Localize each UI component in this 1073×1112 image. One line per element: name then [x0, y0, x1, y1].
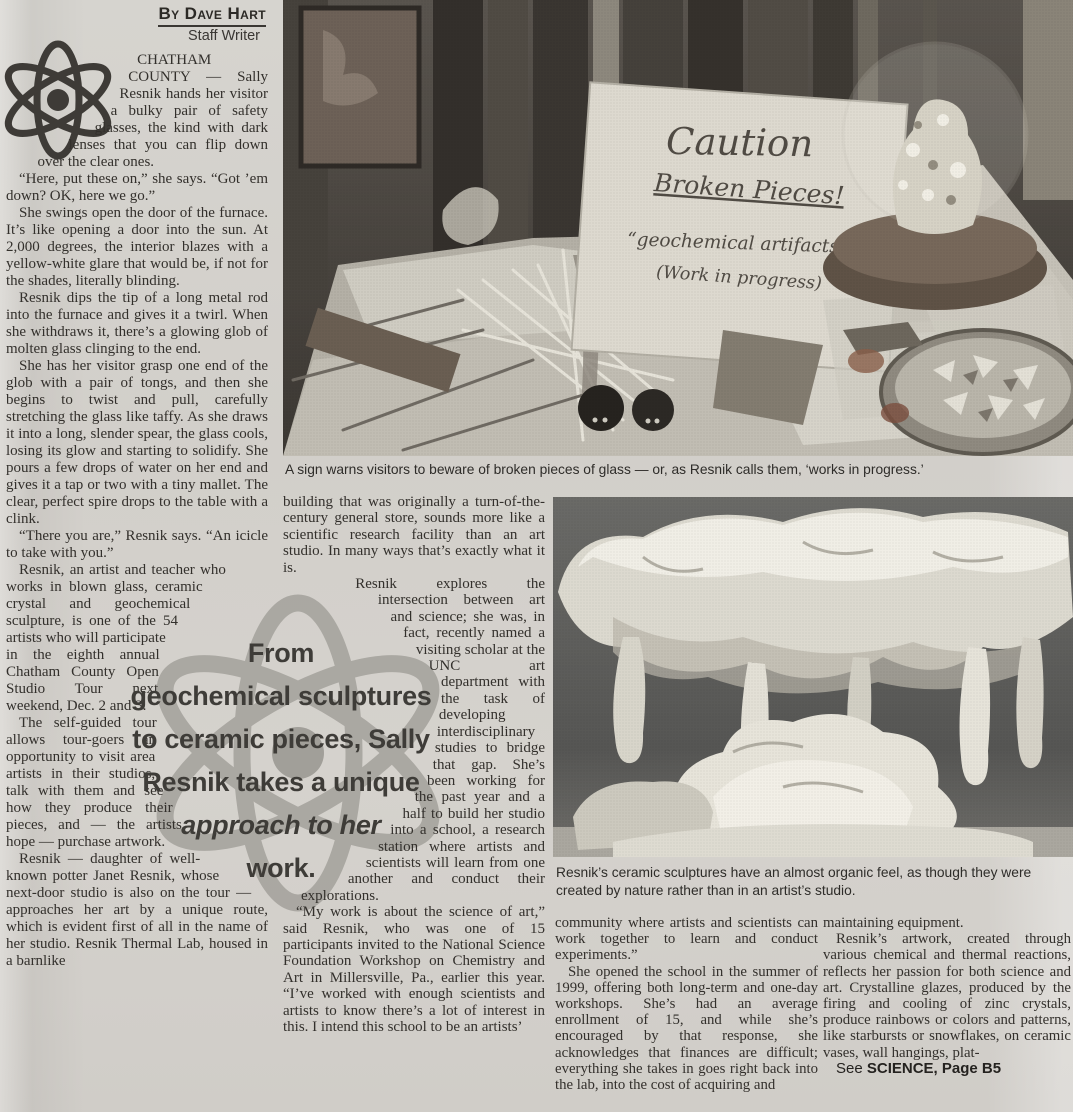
byline-role: Staff Writer — [188, 28, 260, 44]
paragraph: She opened the school in the summer of 1999, offering both long-term and one-day workshops. She’s had an average enrollment of 15, and while she’s encouraged by that response, she acknowledges that finances are difficult; everything she takes in goes right back into the lab, into the cost of acquiring and — [555, 963, 818, 1094]
pull-quote-line: geochemical sculptures — [130, 681, 432, 711]
paragraph: “There you are,” Resnik says. “An icicle to take with you.” — [6, 528, 268, 561]
jump-page: Page B5 — [937, 1059, 1002, 1077]
paragraph: Resnik dips the tip of a long metal rod into the furnace and gives it a twirl. When she withdraws it, there’s a glowing glob of molten glass clinging to the end. — [6, 290, 268, 357]
paragraph: She has her visitor grasp one end of the glob with a pair of tongs, and then she begins to twist and pull, carefully stretching the glass like taffy. As she draws it into a long, slender spear, the glass cools, losing its glow and starting to solidify. She pours a few drops of water on her end and gives it a tap or two with a tiny mallet. The clear, perfect spire drops to the table with a clink. — [6, 358, 268, 527]
pull-quote-line: work. — [246, 853, 316, 883]
paragraph: CHATHAM COUNTY — Sally Resnik hands her visitor a bulky pair of safety glasses, the kind with dark lenses that you can flip down over the clear ones. — [37, 52, 268, 170]
paragraph: She swings open the door of the furnace. It’s like opening a door into the sun. At 2,000 degrees, the interior blazes with a yellow-white glare that would be, if not for the shades, literally blinding. — [6, 205, 268, 289]
jump-section: SCIENCE, — [866, 1059, 938, 1077]
pull-quote-line: to ceramic pieces, Sally — [132, 724, 430, 754]
paragraph: community where artists and scientists can work together to learn and conduct experiments.” — [555, 915, 818, 964]
photo-caption-1: A sign warns visitors to beware of broken pieces of glass — or, as Resnik calls them, ‘works in progress.’ — [285, 462, 924, 477]
paragraph: Resnik’s artwork, created through various chemical and thermal reactions, reflects her passion for both science and art. Crystalline glazes, produced by the firing and cooling of zinc crystals, produce rainbows or colors and patterns, like starbursts or snowflakes, on ceramic vases, wall hangings, plat- — [823, 931, 1071, 1061]
photo-display-table — [283, 0, 1073, 456]
paragraph: Resnik, an artist and teacher who works in blown glass, ceramic crystal and geochemical sculpture, is one of the 54 artists who will participate in the eighth annual Chatham County Open Studio Tour next weekend, Dec. 2 and 3. — [6, 562, 226, 714]
jump-see: See — [836, 1059, 867, 1077]
article-column-1 — [6, 52, 268, 1110]
paragraph: “My work is about the science of art,” said Resnik, who was one of 15 participants invited to the National Science Foundation Workshop on Chemistry and Art in Millersville, Pa., earlier this year. “I’ve worked with enough scientists and artists to know there’s a lot of interest in this. I intend this school to be an artists’ — [283, 904, 545, 1035]
pull-quote-line: Resnik takes a unique — [142, 767, 420, 797]
paragraph: Resnik explores the intersection between art and science; she was, in fact, recently named a visiting scholar at the UNC art department with the task of developing interdisciplinary studies to bridge that gap. She’s been working for the past year and a half to build her studio into a school, a research station where artists and scientists will learn from one another and conduct their explorations. — [300, 576, 545, 904]
pull-quote-line: From — [247, 638, 315, 668]
byline-author: By Dave Hart — [158, 4, 266, 27]
paragraph: Resnik — daughter of well-known potter Janet Resnik, whose next-door studio is also on the tour — approaches her art by a unique route, which is evident first of all in the name of her studio. Resnik Thermal Lab, housed in a barnlike — [6, 851, 268, 969]
paragraph: building that was originally a turn-of-the-century general store, sounds more like a scientific research facility than an art studio. In many ways that’s exactly what it is. — [283, 494, 545, 576]
pull-quote — [92, 632, 470, 890]
paragraph: The self-guided tour allows tour-goers an opportunity to visit area artists in their studios, talk with them and see how they produce their pieces, and — the artists hope — purchase artwork. — [6, 715, 182, 850]
photo-ceramic-sculpture — [553, 497, 1073, 857]
article-column-4 — [823, 915, 1071, 1112]
paragraph: maintaining equipment. — [823, 915, 964, 931]
pull-quote-line: approach to her — [181, 810, 381, 840]
article-column-3 — [555, 915, 818, 1112]
paragraph: “Here, put these on,” she says. “Got ’em down? OK, here we go.” — [6, 171, 268, 204]
photo-caption-2: Resnik’s ceramic sculptures have an almost organic feel, as though they were created by nature rather than in an artist’s studio. — [556, 865, 1032, 898]
jump-line — [823, 1061, 1071, 1077]
